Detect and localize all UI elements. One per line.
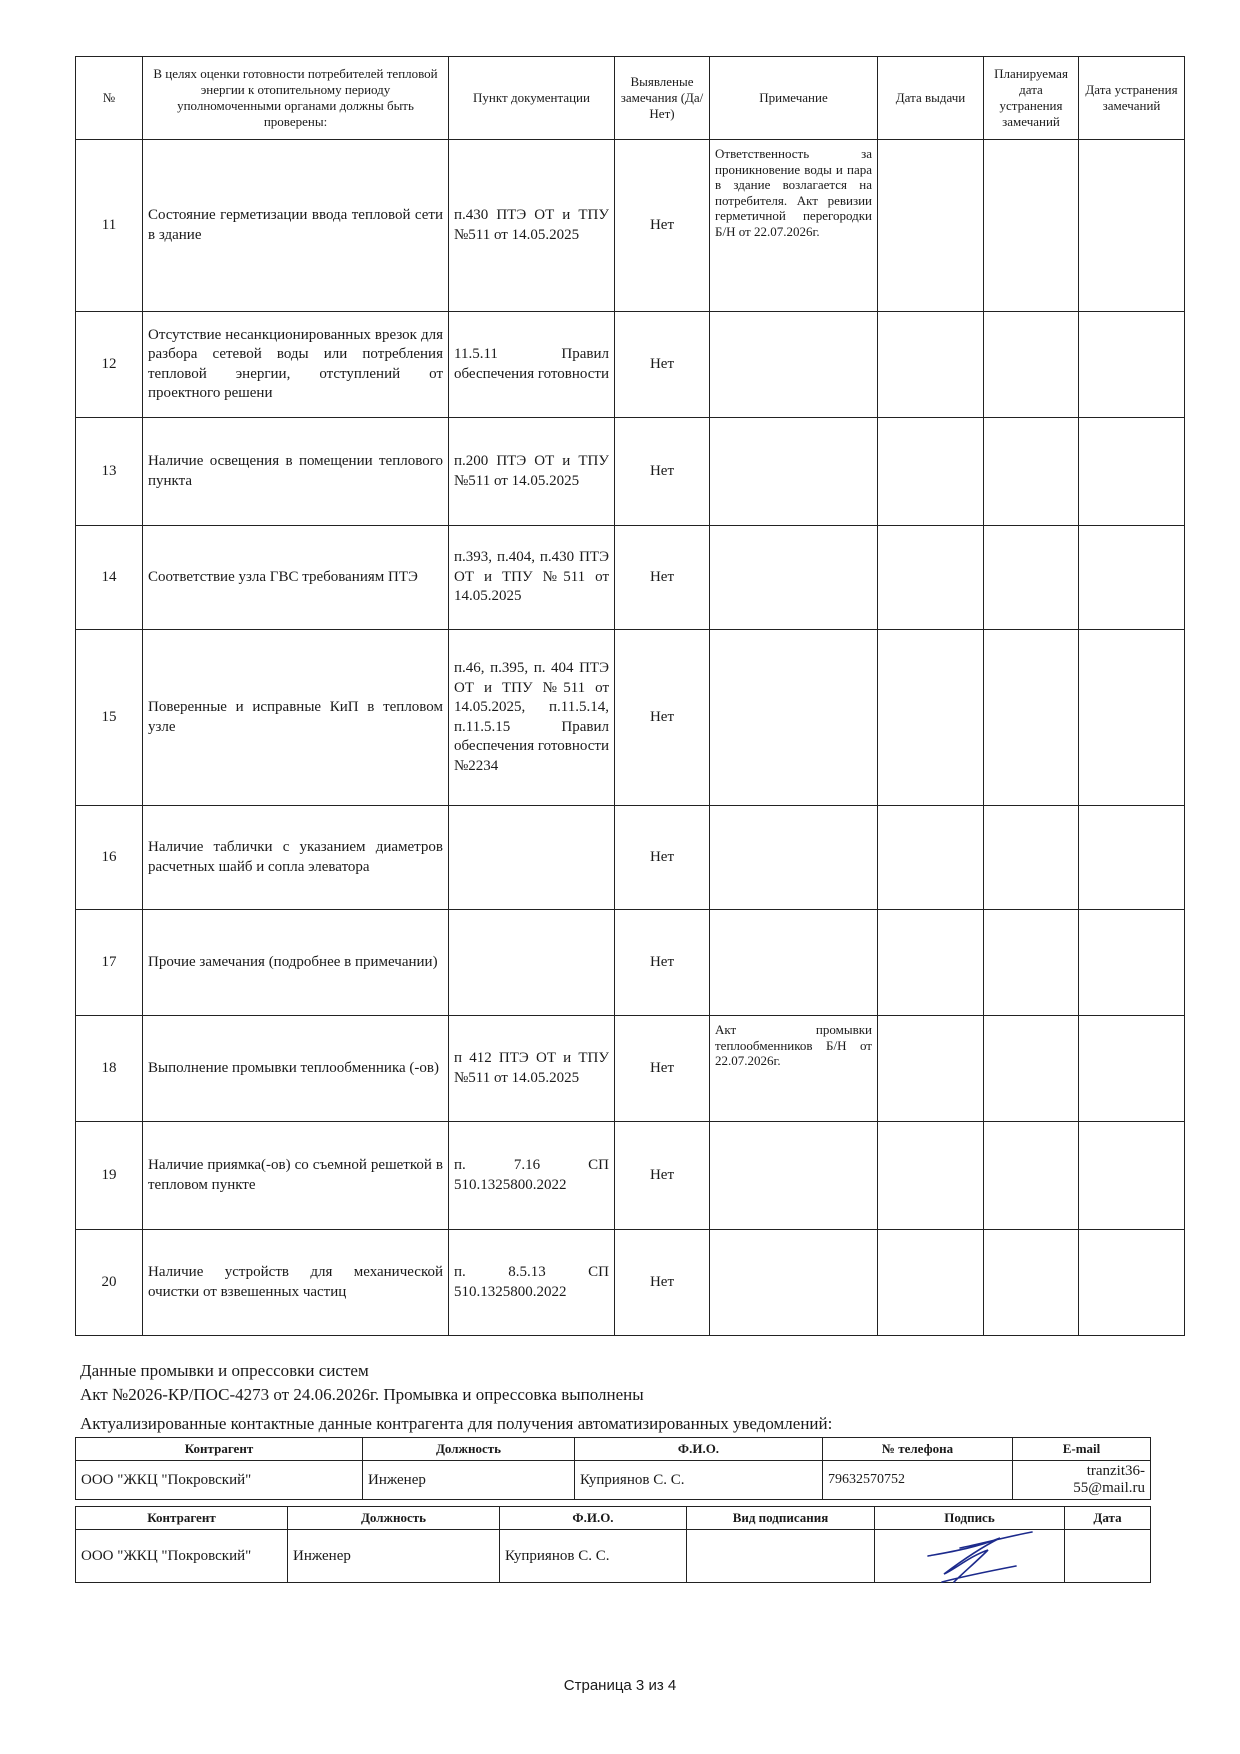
- row-requirement: Наличие приямка(-ов) со съемной решеткой в тепловом пункте: [143, 1122, 449, 1230]
- row-requirement: Поверенные и исправные КиП в тепловом узле: [143, 630, 449, 806]
- row-requirement: Прочие замечания (подробнее в примечании): [143, 910, 449, 1016]
- table-row: [76, 526, 1185, 630]
- row-fixed-date: [1079, 910, 1185, 1016]
- contacts-col-phone: № телефона: [823, 1438, 1013, 1461]
- row-note: Ответственность за проникновение воды и пара в здание возлагается на потребителя. Акт ревизии герметичной перегородки Б/Н от 22.07.2026г.: [710, 140, 878, 312]
- row-found: Нет: [615, 630, 710, 806]
- row-issue-date: [878, 1016, 984, 1122]
- contacts-col-name: Ф.И.О.: [575, 1438, 823, 1461]
- row-planned-date: [984, 418, 1079, 526]
- row-planned-date: [984, 806, 1079, 910]
- row-note: [710, 630, 878, 806]
- row-requirement: Соответствие узла ГВС требованиям ПТЭ: [143, 526, 449, 630]
- row-requirement: Выполнение промывки теплообменника (-ов): [143, 1016, 449, 1122]
- row-doc: п.393, п.404, п.430 ПТЭ ОТ и ТПУ №511 от 14.05.2025: [449, 526, 615, 630]
- col-header-issue-date: Дата выдачи: [878, 57, 984, 140]
- contacts-table: [75, 1437, 1151, 1500]
- row-doc: 11.5.11 Правил обеспечения готовности: [449, 312, 615, 418]
- col-header-planned-date: Планируемая дата устранения замечаний: [984, 57, 1079, 140]
- table-row: [76, 910, 1185, 1016]
- row-found: Нет: [615, 1016, 710, 1122]
- row-issue-date: [878, 1122, 984, 1230]
- signing-position: Инженер: [288, 1530, 500, 1583]
- table-row: [76, 630, 1185, 806]
- row-planned-date: [984, 1016, 1079, 1122]
- contacts-org: ООО "ЖКЦ "Покровский": [76, 1461, 363, 1500]
- row-fixed-date: [1079, 1230, 1185, 1336]
- signing-col-name: Ф.И.О.: [500, 1507, 687, 1530]
- col-header-num: №: [76, 57, 143, 140]
- row-num: 16: [76, 806, 143, 910]
- row-found: Нет: [615, 526, 710, 630]
- signature-cell: [875, 1530, 1065, 1583]
- row-doc: п.200 ПТЭ ОТ и ТПУ №511 от 14.05.2025: [449, 418, 615, 526]
- contacts-header-row: [76, 1438, 1151, 1461]
- row-doc: п 412 ПТЭ ОТ и ТПУ №511 от 14.05.2025: [449, 1016, 615, 1122]
- row-found: Нет: [615, 1230, 710, 1336]
- row-planned-date: [984, 526, 1079, 630]
- table-row: [76, 1122, 1185, 1230]
- col-header-doc: Пункт документации: [449, 57, 615, 140]
- row-issue-date: [878, 630, 984, 806]
- row-requirement: Наличие устройств для механической очистки от взвешенных частиц: [143, 1230, 449, 1336]
- row-fixed-date: [1079, 1016, 1185, 1122]
- row-note: Акт промывки теплообменников Б/Н от 22.07.2026г.: [710, 1016, 878, 1122]
- table-row: [76, 312, 1185, 418]
- row-fixed-date: [1079, 630, 1185, 806]
- table-row: [76, 806, 1185, 910]
- signing-type: [687, 1530, 875, 1583]
- row-found: Нет: [615, 806, 710, 910]
- page-number: Страница 3 из 4: [563, 1677, 677, 1694]
- row-planned-date: [984, 1122, 1079, 1230]
- row-num: 20: [76, 1230, 143, 1336]
- table-header-row: [76, 57, 1185, 140]
- row-planned-date: [984, 312, 1079, 418]
- row-num: 19: [76, 1122, 143, 1230]
- signing-name: Куприянов С. С.: [500, 1530, 687, 1583]
- signing-col-position: Должность: [288, 1507, 500, 1530]
- row-num: 12: [76, 312, 143, 418]
- row-fixed-date: [1079, 418, 1185, 526]
- signing-table: [75, 1506, 1151, 1583]
- row-note: [710, 910, 878, 1016]
- row-note: [710, 806, 878, 910]
- table-row: [76, 1230, 1185, 1336]
- row-fixed-date: [1079, 806, 1185, 910]
- row-doc: [449, 910, 615, 1016]
- row-issue-date: [878, 312, 984, 418]
- row-found: Нет: [615, 418, 710, 526]
- row-issue-date: [878, 1230, 984, 1336]
- row-requirement: Отсутствие несанкционированных врезок для разбора сетевой воды или потребления тепловой энергии, отступлений от проектного решени: [143, 312, 449, 418]
- row-requirement: Наличие освещения в помещении теплового пункта: [143, 418, 449, 526]
- row-num: 13: [76, 418, 143, 526]
- row-num: 15: [76, 630, 143, 806]
- row-planned-date: [984, 630, 1079, 806]
- row-doc: п.430 ПТЭ ОТ и ТПУ №511 от 14.05.2025: [449, 140, 615, 312]
- signing-col-org: Контрагент: [76, 1507, 288, 1530]
- washing-title: Данные промывки и опрессовки систем: [80, 1361, 369, 1380]
- row-fixed-date: [1079, 312, 1185, 418]
- contacts-col-org: Контрагент: [76, 1438, 363, 1461]
- row-issue-date: [878, 140, 984, 312]
- row-num: 11: [76, 140, 143, 312]
- contacts-title: Актуализированные контактные данные контрагента для получения автоматизированных уведомлений:: [80, 1414, 833, 1433]
- table-row: [76, 1016, 1185, 1122]
- signing-col-date: Дата: [1065, 1507, 1151, 1530]
- signing-org: ООО "ЖКЦ "Покровский": [76, 1530, 288, 1583]
- row-fixed-date: [1079, 526, 1185, 630]
- row-note: [710, 1230, 878, 1336]
- row-found: Нет: [615, 910, 710, 1016]
- col-header-requirement: В целях оценки готовности потребителей тепловой энергии к отопительному периоду уполномоченными органами должны быть проверены:: [143, 57, 449, 140]
- row-note: [710, 526, 878, 630]
- row-found: Нет: [615, 312, 710, 418]
- row-num: 18: [76, 1016, 143, 1122]
- row-issue-date: [878, 806, 984, 910]
- row-doc: [449, 806, 615, 910]
- washing-act: Акт №2026-КР/ПОС-4273 от 24.06.2026г. Промывка и опрессовка выполнены: [80, 1385, 644, 1404]
- contacts-name: Куприянов С. С.: [575, 1461, 823, 1500]
- row-requirement: Наличие таблички с указанием диаметров расчетных шайб и сопла элеватора: [143, 806, 449, 910]
- row-note: [710, 418, 878, 526]
- row-num: 17: [76, 910, 143, 1016]
- row-issue-date: [878, 526, 984, 630]
- readiness-checklist-table: [75, 56, 1185, 1336]
- table-row: [76, 418, 1185, 526]
- row-note: [710, 312, 878, 418]
- row-doc: п. 8.5.13 СП 510.1325800.2022: [449, 1230, 615, 1336]
- contacts-col-email: E-mail: [1013, 1438, 1151, 1461]
- row-found: Нет: [615, 140, 710, 312]
- contacts-email[interactable]: tranzit36-55@mail.ru: [1013, 1461, 1151, 1500]
- table-row: [76, 140, 1185, 312]
- row-issue-date: [878, 418, 984, 526]
- col-header-fixed-date: Дата устранения замечаний: [1079, 57, 1185, 140]
- row-doc: п.46, п.395, п. 404 ПТЭ ОТ и ТПУ №511 от 14.05.2025, п.11.5.14, п.11.5.15 Правил обеспечения готовности №2234: [449, 630, 615, 806]
- contacts-phone: 79632570752: [823, 1461, 1013, 1500]
- contacts-row: [76, 1461, 1151, 1500]
- col-header-note: Примечание: [710, 57, 878, 140]
- row-fixed-date: [1079, 1122, 1185, 1230]
- row-planned-date: [984, 140, 1079, 312]
- row-num: 14: [76, 526, 143, 630]
- contacts-position: Инженер: [363, 1461, 575, 1500]
- signing-row: [76, 1530, 1151, 1583]
- row-note: [710, 1122, 878, 1230]
- row-doc: п. 7.16 СП 510.1325800.2022: [449, 1122, 615, 1230]
- signing-date: [1065, 1530, 1151, 1583]
- row-planned-date: [984, 910, 1079, 1016]
- handwritten-signature: [920, 1526, 1040, 1586]
- row-requirement: Состояние герметизации ввода тепловой сети в здание: [143, 140, 449, 312]
- signing-col-type: Вид подписания: [687, 1507, 875, 1530]
- contacts-col-position: Должность: [363, 1438, 575, 1461]
- row-issue-date: [878, 910, 984, 1016]
- row-fixed-date: [1079, 140, 1185, 312]
- col-header-found: Выявленые замечания (Да/Нет): [615, 57, 710, 140]
- row-found: Нет: [615, 1122, 710, 1230]
- row-planned-date: [984, 1230, 1079, 1336]
- signing-col-signature: Подпись: [875, 1507, 1065, 1530]
